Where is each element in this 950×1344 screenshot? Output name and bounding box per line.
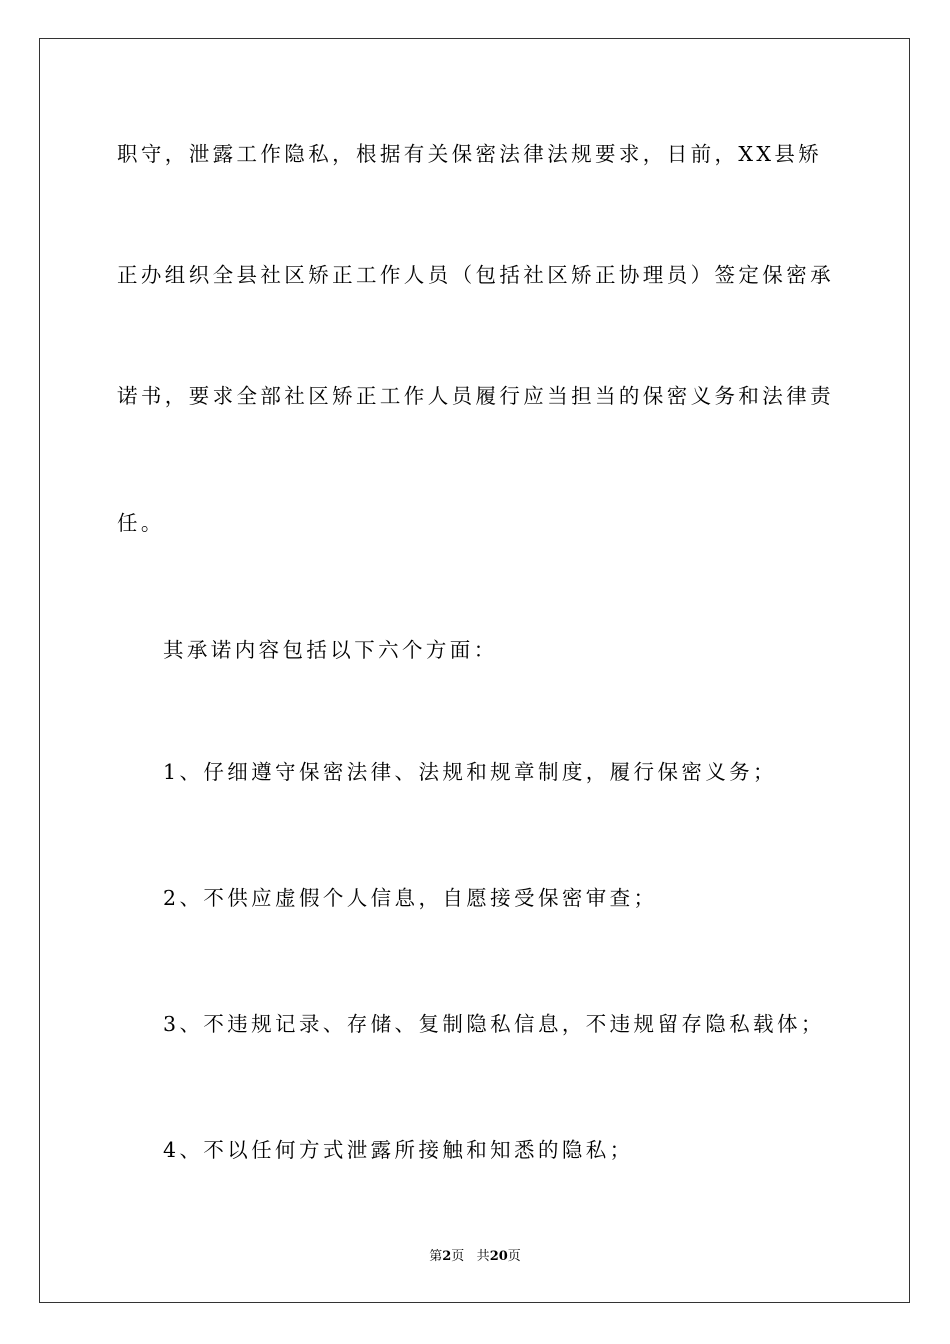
intro-paragraph: 其承诺内容包括以下六个方面： <box>163 638 498 662</box>
body-line-2: 正办组织全县社区矫正工作人员（包括社区矫正协理员）签定保密承 <box>117 263 834 287</box>
list-item-4: 4、不以任何方式泄露所接触和知悉的隐私； <box>163 1138 634 1162</box>
page-prefix: 第 <box>429 1249 443 1264</box>
page-total: 20 <box>489 1249 508 1264</box>
page-border <box>39 38 910 1303</box>
total-unit: 页 <box>507 1249 521 1264</box>
page-footer <box>0 1248 950 1266</box>
list-item-3: 3、不违规记录、存储、复制隐私信息，不违规留存隐私载体； <box>163 1012 825 1036</box>
body-line-3: 诺书，要求全部社区矫正工作人员履行应当担当的保密义务和法律责 <box>117 384 834 408</box>
list-item-1: 1、仔细遵守保密法律、法规和规章制度，履行保密义务； <box>163 760 777 784</box>
total-prefix: 共 <box>476 1249 490 1264</box>
list-item-2: 2、不供应虚假个人信息，自愿接受保密审查； <box>163 886 658 910</box>
page-unit: 页 <box>451 1249 465 1264</box>
page-current: 2 <box>442 1249 452 1264</box>
body-line-4: 任。 <box>117 511 165 535</box>
body-line-1: 职守，泄露工作隐私，根据有关保密法律法规要求，日前，XX县矫 <box>117 142 823 166</box>
